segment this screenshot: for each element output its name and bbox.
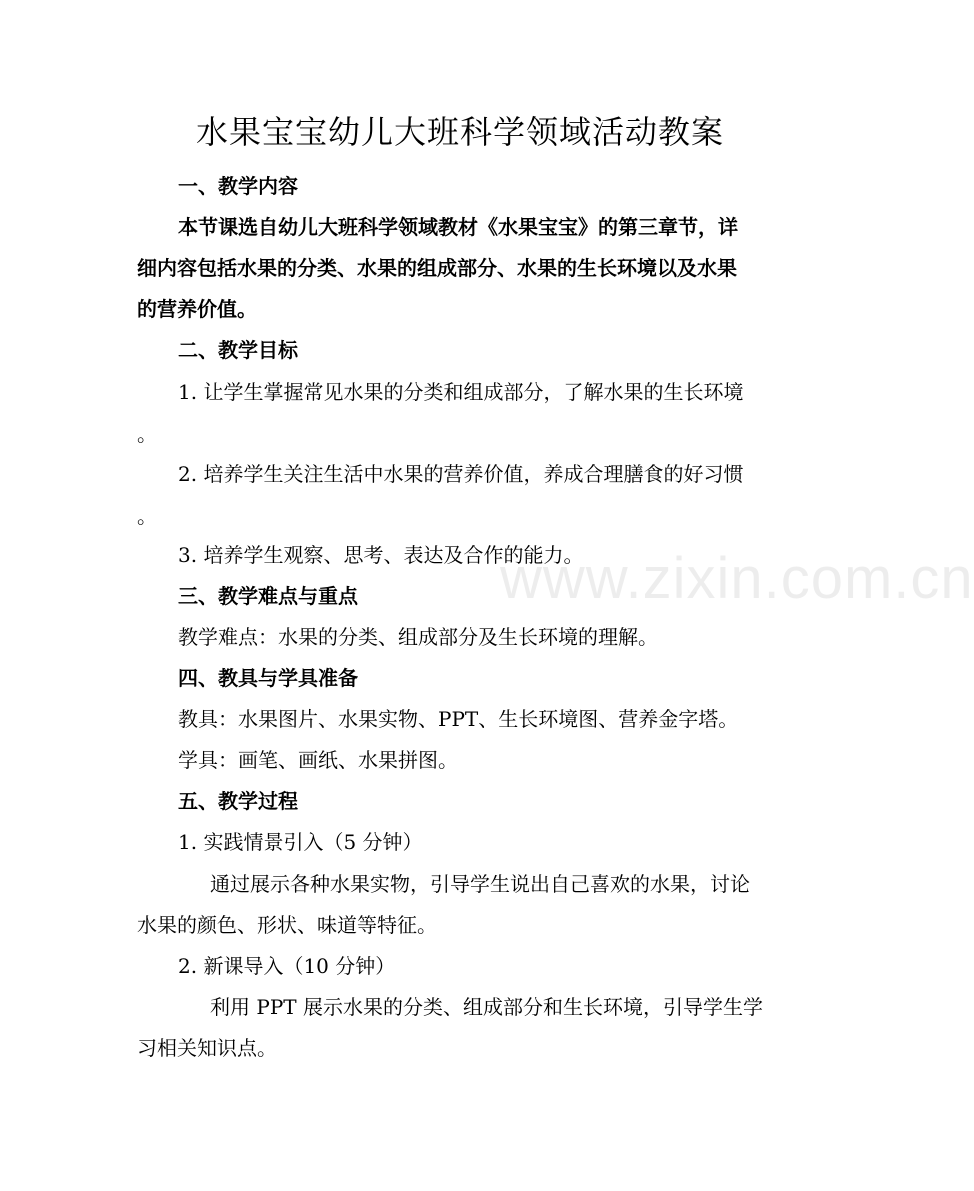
list-item-continuation: 。 xyxy=(137,504,157,528)
section-heading-difficulties: 三、教学难点与重点 xyxy=(178,584,358,608)
list-item: 1. 让学生掌握常见水果的分类和组成部分，了解水果的生长环境 xyxy=(178,380,744,404)
section-heading-teaching-content: 一、教学内容 xyxy=(178,174,298,198)
paragraph-line: 教学难点：水果的分类、组成部分及生长环境的理解。 xyxy=(178,625,658,649)
list-item-continuation: 。 xyxy=(137,422,157,446)
section-heading-materials: 四、教具与学具准备 xyxy=(178,666,358,690)
step-title: 2. 新课导入（10 分钟） xyxy=(178,954,396,978)
section-heading-process: 五、教学过程 xyxy=(178,789,298,813)
step-title: 1. 实践情景引入（5 分钟） xyxy=(178,830,423,854)
document-title: 水果宝宝幼儿大班科学领域活动教案 xyxy=(195,113,724,151)
paragraph-line: 通过展示各种水果实物，引导学生说出自己喜欢的水果，讨论 xyxy=(210,872,750,896)
paragraph-line: 的营养价值。 xyxy=(137,297,257,321)
paragraph-line: 利用 PPT 展示水果的分类、组成部分和生长环境，引导学生学 xyxy=(210,995,763,1019)
section-heading-teaching-goals: 二、教学目标 xyxy=(178,338,298,362)
paragraph-line: 本节课选自幼儿大班科学领域教材《水果宝宝》的第三章节，详 xyxy=(178,215,738,239)
paragraph-line: 教具：水果图片、水果实物、PPT、生长环境图、营养金字塔。 xyxy=(178,707,739,731)
paragraph-line: 细内容包括水果的分类、水果的组成部分、水果的生长环境以及水果 xyxy=(137,256,737,280)
paragraph-line: 习相关知识点。 xyxy=(137,1036,277,1060)
paragraph-line: 学具：画笔、画纸、水果拼图。 xyxy=(178,748,458,772)
list-item: 2. 培养学生关注生活中水果的营养价值，养成合理膳食的好习惯 xyxy=(178,462,744,486)
list-item: 3. 培养学生观察、思考、表达及合作的能力。 xyxy=(178,543,584,567)
paragraph-line: 水果的颜色、形状、味道等特征。 xyxy=(137,913,437,937)
watermark: www.zixin.com.cn xyxy=(500,546,974,611)
